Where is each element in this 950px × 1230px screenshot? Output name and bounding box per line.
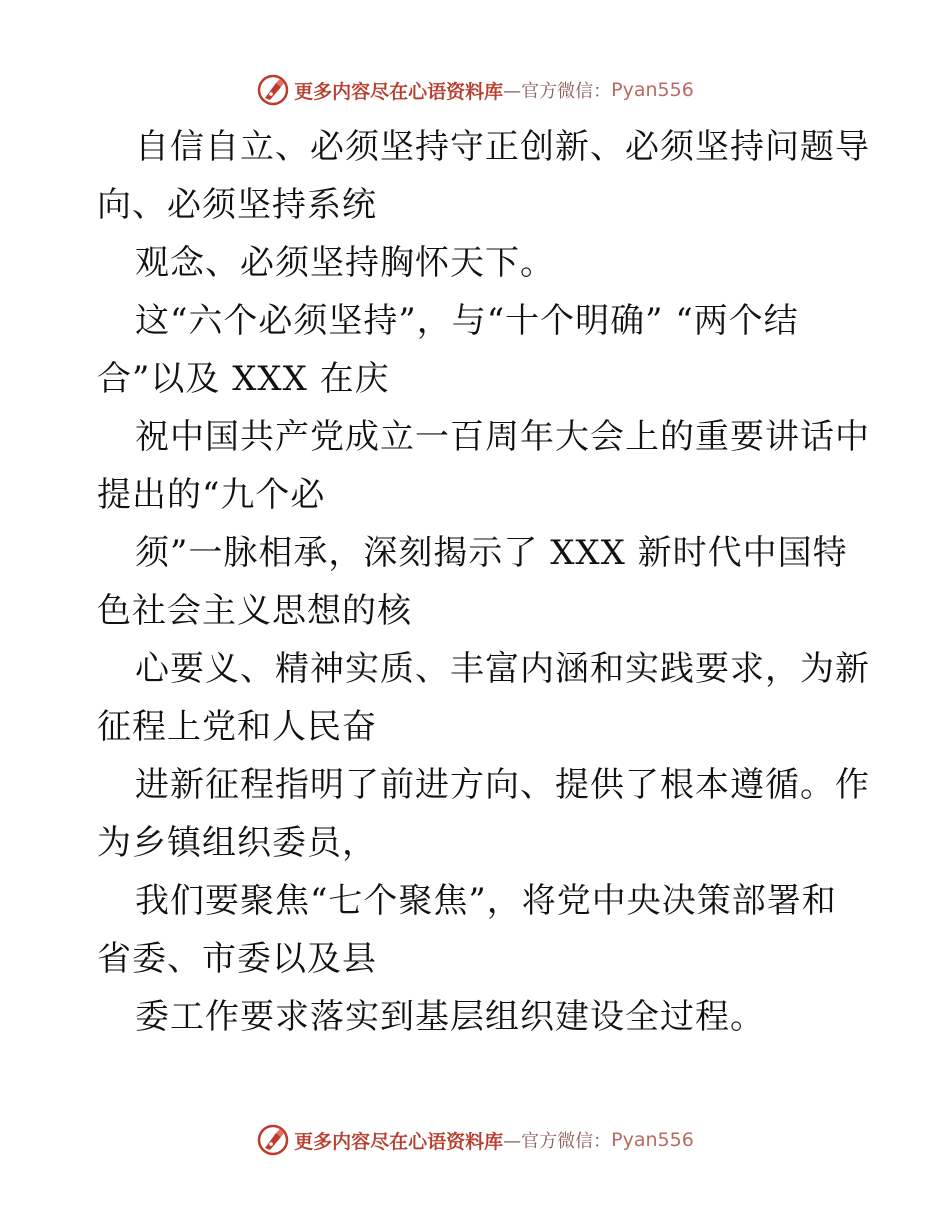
text-line: 心要义、精神实质、丰富内涵和实践要求，为新: [135, 649, 870, 689]
text-line: 观念、必须坚持胸怀天下。: [135, 243, 555, 283]
header-watermark: [0, 70, 950, 110]
text-line: 色社会主义思想的核: [97, 591, 412, 631]
watermark-wechat-id: Pyan556: [611, 1129, 694, 1151]
watermark-official-label: —官方微信：: [503, 1131, 612, 1152]
text-line: 征程上党和人民奋: [97, 707, 377, 747]
watermark-official-label: —官方微信：: [503, 81, 612, 102]
text-line: 进新征程指明了前进方向、提供了根本遵循。作: [135, 765, 870, 805]
watermark-text: 更多内容尽在心语资料库: [294, 80, 504, 103]
text-line: 自信自立、必须坚持守正创新、必须坚持问题导: [135, 127, 870, 167]
text-line: 我们要聚焦“七个聚焦”，将党中央决策部署和: [135, 881, 837, 921]
pen-nib-logo-icon: [256, 73, 290, 107]
text-line: 须”一脉相承，深刻揭示了 XXX 新时代中国特: [135, 533, 848, 573]
text-line: 这“六个必须坚持”，与“十个明确” “两个结: [135, 301, 799, 341]
text-line: 省委、市委以及县: [97, 939, 377, 979]
pen-nib-logo-icon: [256, 1123, 290, 1157]
text-line: 祝中国共产党成立一百周年大会上的重要讲话中: [135, 417, 870, 457]
watermark-wechat-id: Pyan556: [611, 79, 694, 101]
text-line: 委工作要求落实到基层组织建设全过程。: [135, 997, 765, 1037]
text-line: 为乡镇组织委员，: [97, 823, 377, 863]
watermark-text: 更多内容尽在心语资料库: [294, 1130, 504, 1153]
footer-watermark: [0, 1120, 950, 1160]
text-line: 合”以及 XXX 在庆: [97, 359, 390, 399]
text-line: 提出的“九个必: [97, 475, 326, 515]
document-body: [97, 118, 877, 1046]
text-line: 向、必须坚持系统: [97, 185, 377, 225]
